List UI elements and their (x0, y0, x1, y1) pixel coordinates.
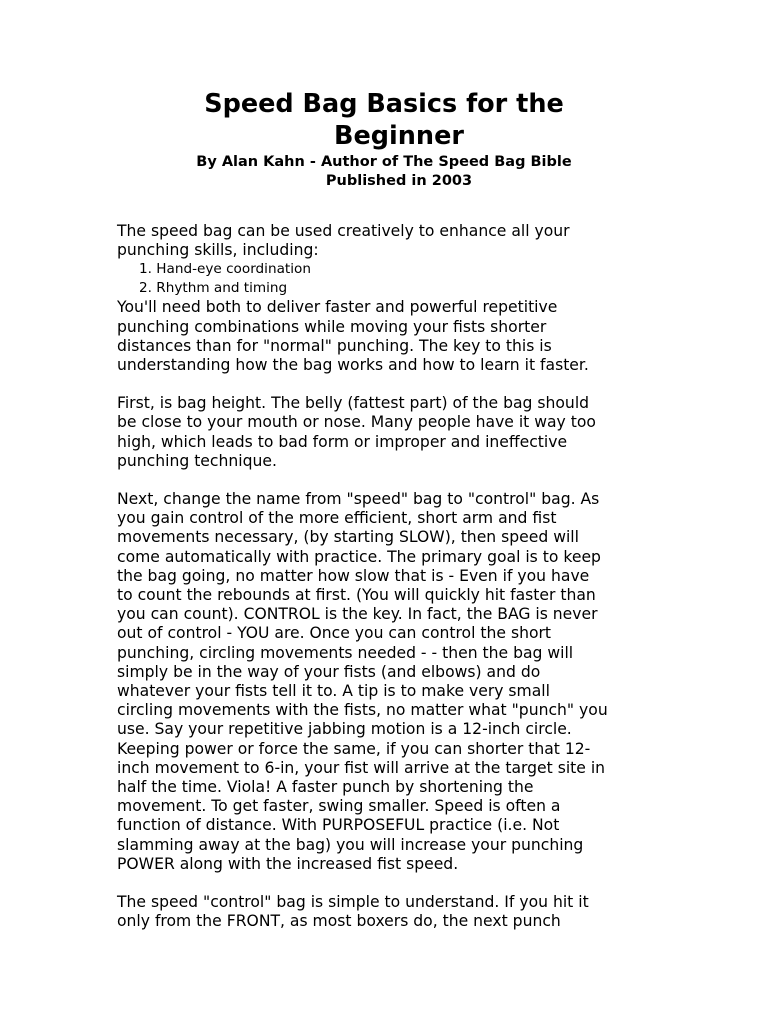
text-line: function of distance. With PURPOSEFUL practice (i.e. Not (117, 816, 560, 835)
text-line: out of control - YOU are. Once you can control the short (117, 624, 552, 643)
text-line: slamming away at the bag) you will increase your punching (117, 835, 584, 854)
text-line: whatever your fists tell it to. A tip is to make very small (117, 682, 550, 701)
text-line: punching, circling movements needed - - then the bag will (117, 643, 574, 662)
byline (0, 153, 768, 191)
paragraph-3 (117, 490, 652, 874)
text-line: simply be in the way of your fists (and elbows) and do (117, 662, 541, 681)
text-line: distances than for "normal" punching. The key to this is (117, 336, 552, 355)
text-line: Next, change the name from "speed" bag to "control" bag. As (117, 490, 600, 509)
list-item: 2. Rhythm and timing (139, 280, 288, 297)
title-line-1: Speed Bag Basics for the (204, 89, 564, 119)
text-line: to count the rebounds at first. (You will quickly hit faster than (117, 586, 596, 605)
text-line: use. Say your repetitive jabbing motion is a 12-inch circle. (117, 720, 572, 739)
text-line: Keeping power or force the same, if you can shorter that 12- (117, 739, 591, 758)
paragraph-gap (117, 375, 652, 394)
text-line: come automatically with practice. The primary goal is to keep (117, 547, 601, 566)
text-line: The speed bag can be used creatively to enhance all your (117, 222, 570, 240)
intro-paragraph (117, 222, 652, 260)
title-line-2: Beginner (334, 121, 464, 151)
text-line: the bag going, no matter how slow that is - Even if you have (117, 566, 590, 585)
text-line: movement. To get faster, swing smaller. Speed is often a (117, 797, 561, 816)
text-line: movements necessary, (by starting SLOW), then speed will (117, 528, 579, 547)
paragraph-2 (117, 394, 652, 471)
paragraph-gap (117, 471, 652, 490)
document-body (117, 222, 652, 932)
skills-list (117, 260, 652, 298)
text-line: inch movement to 6-in, your fist will arrive at the target site in (117, 758, 606, 777)
paragraph-1 (117, 298, 652, 375)
text-line: half the time. Viola! A faster punch by shortening the (117, 778, 534, 797)
byline-published: Published in 2003 (325, 173, 473, 189)
text-line: you gain control of the more efficient, short arm and fist (117, 509, 557, 528)
text-line: POWER along with the increased fist speed. (117, 854, 459, 873)
text-line: only from the FRONT, as most boxers do, the next punch (117, 912, 561, 931)
text-line: punching combinations while moving your fists shorter (117, 317, 547, 336)
paragraph-gap (117, 874, 652, 893)
text-line: You'll need both to deliver faster and powerful repetitive (117, 298, 558, 317)
list-item: 1. Hand-eye coordination (139, 261, 311, 278)
paragraph-4 (117, 893, 652, 931)
text-line: be close to your mouth or nose. Many people have it way too (117, 413, 596, 432)
text-line: high, which leads to bad form or improper and ineffective (117, 432, 568, 451)
document-title (0, 88, 768, 152)
text-line: you can count). CONTROL is the key. In fact, the BAG is never (117, 605, 598, 624)
text-line: The speed "control" bag is simple to understand. If you hit it (117, 893, 589, 912)
text-line: First, is bag height. The belly (fattest part) of the bag should (117, 394, 590, 413)
text-line: punching skills, including: (117, 241, 319, 260)
text-line: punching technique. (117, 451, 277, 470)
byline-author: By Alan Kahn - Author of The Speed Bag Bible (196, 154, 572, 170)
text-line: circling movements with the fists, no matter what "punch" you (117, 701, 608, 720)
text-line: understanding how the bag works and how to learn it faster. (117, 356, 589, 375)
